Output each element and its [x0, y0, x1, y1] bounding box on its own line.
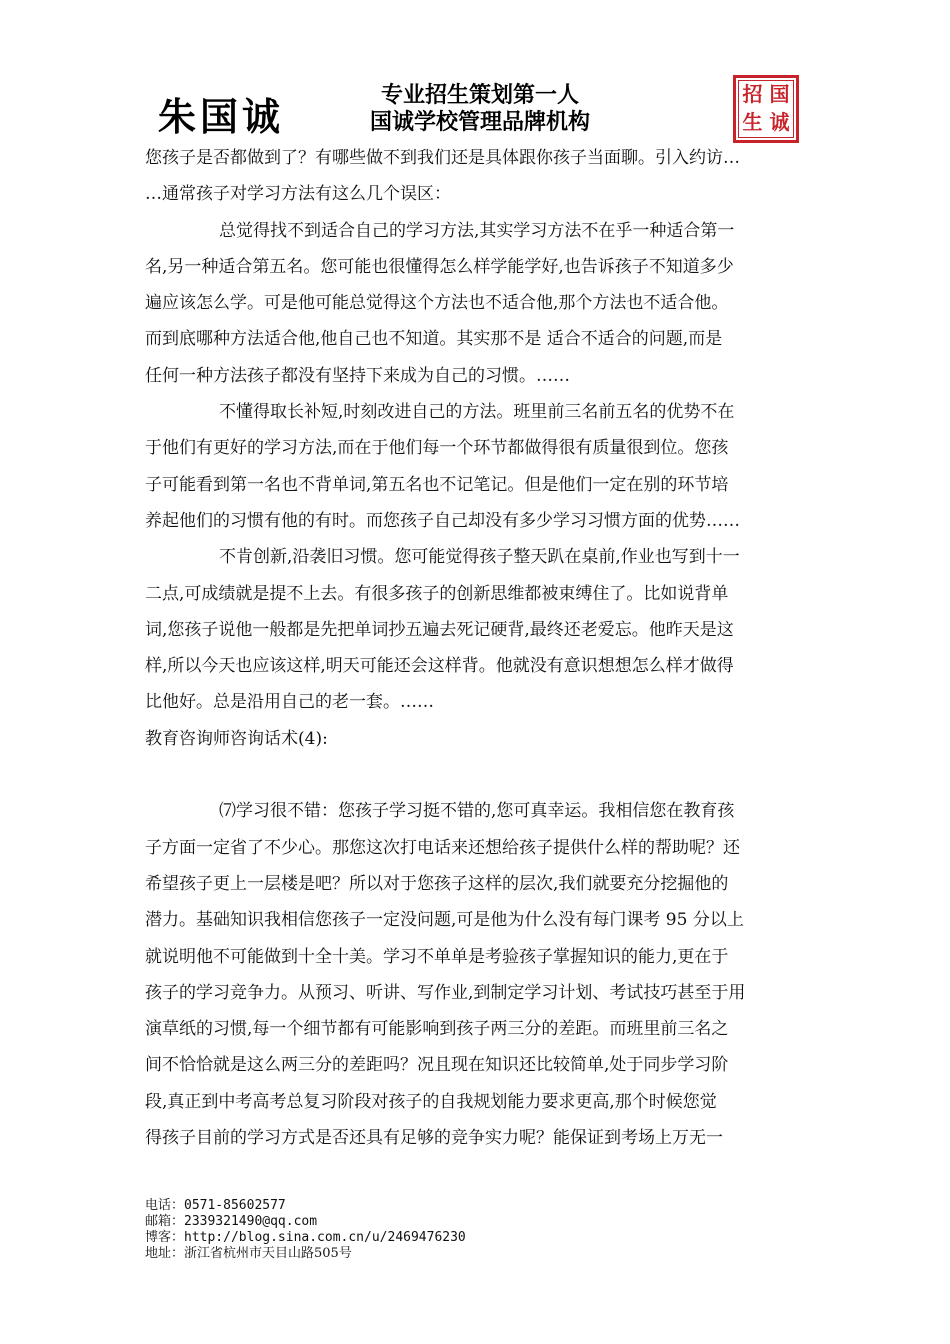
text-line: 二点,可成绩就是提不上去。有很多孩子的创新思维都被束缚住了。比如说背单: [145, 583, 729, 604]
footer-blog: 博客：http://blog.sina.com.cn/u/2469476230: [145, 1230, 466, 1245]
slogan-line-2: 国诚学校管理品牌机构: [369, 110, 590, 135]
document-body: [145, 140, 808, 1156]
footer-phone: 电话：0571-85602577: [145, 1198, 286, 1213]
paragraph-4: [145, 793, 808, 1156]
section-title: 教育咨询师咨询话术(4):: [145, 728, 328, 749]
page-footer: [145, 1198, 466, 1262]
text-line: 子方面一定省了不少心。那您这次打电话来还想给孩子提供什么样的帮助呢？还: [145, 837, 740, 858]
text-line: 比他好。总是沿用自己的老一套。……: [145, 692, 434, 713]
seal-char: 生: [742, 110, 763, 134]
text-line: ⑺学习很不错：您孩子学习挺不错的,您可真幸运。我相信您在教育孩: [219, 801, 735, 822]
text-line: 段,真正到中考高考总复习阶段对孩子的自我规划能力要求更高,那个时候您觉: [145, 1091, 717, 1112]
text-line: 您孩子是否都做到了？有哪些做不到我们还是具体跟你孩子当面聊。引入约访…: [145, 148, 740, 168]
text-line: 总觉得找不到适合自己的学习方法,其实学习方法不在乎一种适合第一: [219, 220, 735, 241]
text-line: 孩子的学习竞争力。从预习、听讲、写作业,到制定学习计划、考试技巧甚至于用: [145, 982, 746, 1003]
text-line: 而到底哪种方法适合他,他自己也不知道。其实那不是 适合不适合的问题,而是: [145, 329, 723, 350]
text-line: 任何一种方法孩子都没有坚持下来成为自己的习惯。……: [145, 365, 570, 386]
paragraph-1: [145, 213, 808, 394]
text-line: 养起他们的习惯有他的有时。而您孩子自己却没有多少学习习惯方面的优势……: [145, 510, 740, 531]
text-line: 不懂得取长补短,时刻改进自己的方法。班里前三名前五名的优势不在: [219, 402, 735, 423]
text-line: 潜力。基础知识我相信您孩子一定没问题,可是他为什么没有每门课考 95 分以上: [145, 910, 744, 931]
text-line: 遍应该怎么学。可是他可能总觉得这个方法也不适合他,那个方法也不适合他。: [145, 293, 729, 314]
seal-char: 诚: [769, 110, 790, 134]
signature-logo: 朱国诚: [158, 94, 285, 139]
text-line: 子可能看到第一名也不背单词,第五名也不记笔记。但是他们一定在别的环节培: [145, 474, 729, 495]
blank-line: [145, 757, 808, 793]
text-line: 就说明他不可能做到十全十美。学习不单单是考验孩子掌握知识的能力,更在于: [145, 946, 729, 967]
text-line: 得孩子目前的学习方式是否还具有足够的竞争实力呢？能保证到考场上万无一: [145, 1128, 723, 1149]
text-line: 演草纸的习惯,每一个细节都有可能影响到孩子两三分的差距。而班里前三名之: [145, 1019, 729, 1040]
text-line: 词,您孩子说他一般都是先把单词抄五遍去死记硬背,最终还老爱忘。他昨天是这: [145, 619, 734, 640]
text-line: 于他们有更好的学习方法,而在于他们每一个环节都做得很有质量很到位。您孩: [145, 438, 729, 459]
seal-char: 国: [769, 82, 790, 106]
footer-address: 地址：浙江省杭州市天目山路505号: [145, 1246, 352, 1261]
intro-block: [145, 140, 808, 213]
paragraph-2: [145, 394, 808, 539]
text-line: …通常孩子对学习方法有这么几个误区：: [145, 184, 451, 205]
header-slogan: [330, 82, 630, 136]
text-line: 希望孩子更上一层楼是吧？所以对于您孩子这样的层次,我们就要充分挖掘他的: [145, 873, 729, 894]
text-line: 样,所以今天也应该这样,明天可能还会这样背。他就没有意识想想怎么样才做得: [145, 656, 734, 677]
red-seal-stamp: [733, 75, 799, 143]
slogan-line-1: 专业招生策划第一人: [380, 83, 579, 108]
paragraph-3: [145, 539, 808, 720]
text-line: 名,另一种适合第五名。您可能也很懂得怎么样学能学好,也告诉孩子不知道多少: [145, 256, 734, 277]
text-line: 不肯创新,沿袭旧习惯。您可能觉得孩子整天趴在桌前,作业也写到十一: [219, 547, 740, 568]
seal-char: 招: [742, 82, 763, 106]
seal-grid: [738, 80, 794, 138]
page-header: [0, 0, 950, 150]
text-line: 间不恰恰就是这么两三分的差距吗？况且现在知识还比较简单,处于同步学习阶: [145, 1055, 729, 1076]
footer-email: 邮箱：2339321490@qq.com: [145, 1214, 318, 1229]
